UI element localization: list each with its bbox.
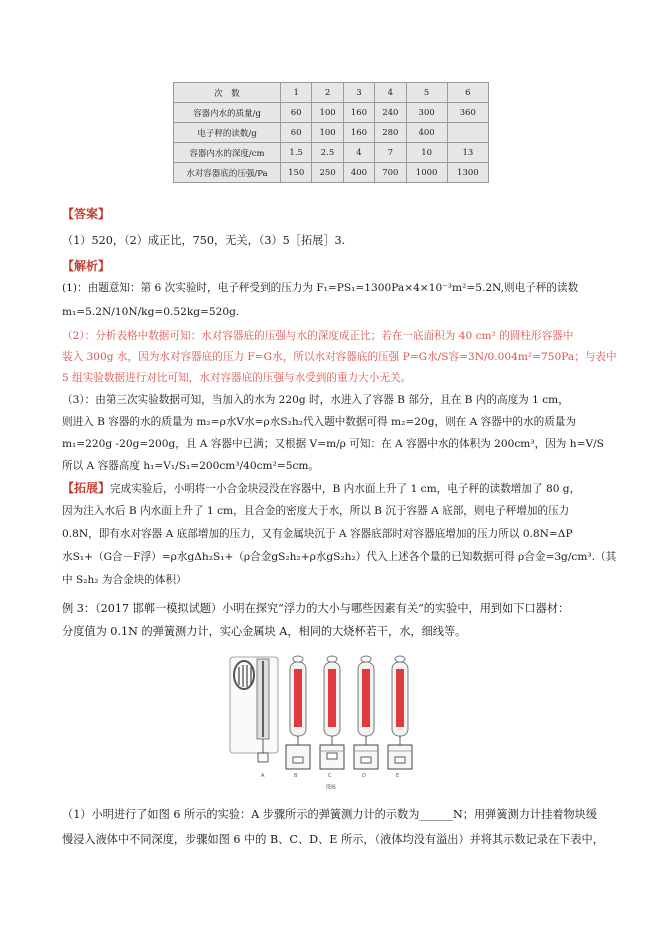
table-cell: 4: [375, 83, 406, 103]
analysis-line: 则进入 B 容器的水的质量为 m₂=ρ水V水=ρ水S₂h₂代入题中数据可得 m₂=20g，则在 A 容器中的水的质量为: [62, 416, 576, 428]
table-cell: 400: [406, 123, 447, 143]
table-cell: 13: [447, 143, 488, 163]
analysis-line-highlight: 装入 300g 水，因为水对容器底的压力 F=G水，所以水对容器底的压强 P=G水/S容=3N/0.004m²=750Pa；与表中: [62, 351, 617, 363]
analysis-line: (1)：由题意知：第 6 次实验时，电子秤受到的压力为 F₁=PS₁=1300Pa×4×10⁻³m²=5.2N,则电子秤的读数: [62, 282, 579, 294]
extension-line: 因为注入水后 B 内水面上升了 1 cm，且合金的密度大于水，所以 B 沉于容器 A 底部，则电子秤增加的压力: [62, 505, 570, 517]
table-cell: 6: [447, 83, 488, 103]
scale-c-illustration: [320, 656, 344, 769]
table-cell: 60: [281, 123, 312, 143]
extension-line: [62, 479, 622, 499]
table-cell: 4: [343, 143, 374, 163]
analysis-line: m₁=220g -20g=200g，且 A 容器中已满；又根据 V=m/ρ 可知：在 A 容器中水的体积为 200cm³，因为 h=V/S: [62, 438, 604, 450]
figure-label: E: [396, 773, 400, 779]
table-cell: 100: [312, 123, 343, 143]
table-row: [174, 143, 489, 163]
table-cell: 250: [312, 163, 343, 183]
table-cell: 1: [281, 83, 312, 103]
table-cell: 240: [375, 103, 406, 123]
table-cell: 1.5: [281, 143, 312, 163]
analysis-line: m₁=5.2N/10N/kg=0.52kg=520g.: [62, 306, 240, 318]
table-cell: 5: [406, 83, 447, 103]
answer-text: （1）520，（2）成正比，750，无关，（3）5［拓展］3.: [62, 234, 346, 247]
table-cell: 1300: [447, 163, 488, 183]
scale-d-illustration: [354, 656, 378, 769]
table-cell: [447, 123, 488, 143]
analysis-line-highlight: 5 组实验数据进行对比可知，水对容器底的压强与水受到的重力大小无关。: [62, 372, 412, 384]
answer-tag-label: 【答案】: [62, 207, 111, 221]
table-cell: 400: [343, 163, 374, 183]
figure-label: B: [294, 773, 298, 779]
scale-e-illustration: [388, 656, 412, 769]
question-line: （1）小明进行了如图 6 所示的实验：A 步骤所示的弹簧测力计的示数为______N；用弹簧测力计挂着物块缓: [62, 808, 598, 821]
spring-scale-figure: [228, 653, 438, 781]
extension-text: 完成实验后，小明将一小合金块浸没在容器中，B 内水面上升了 1 cm，电子秤的读数增加了 80 g，: [110, 483, 581, 495]
analysis-line: 所以 A 容器高度 h₁=V₁/S₁=200cm³/40cm²=5cm。: [62, 460, 320, 472]
table-cell: 2.5: [312, 143, 343, 163]
table-cell: 160: [343, 123, 374, 143]
table-cell: 容器内水的质量/g: [174, 103, 281, 123]
scale-b-illustration: [286, 656, 310, 769]
extension-line: 0.8N，即有水对容器 A 底部增加的压力，又有金属块沉于 A 容器底部时对容器底增加的压力所以 0.8N=ΔP: [62, 528, 573, 540]
table-cell: 360: [447, 103, 488, 123]
question-line: 慢浸入液体中不同深度，步骤如图 6 中的 B、C、D、E 所示，（液体均没有溢出）并将其示数记录在下表中，: [62, 833, 604, 846]
table-cell: 电子秤的读数/g: [174, 123, 281, 143]
table-cell: 水对容器底的压强/Pa: [174, 163, 281, 183]
table-cell: 3: [343, 83, 374, 103]
table-cell: 150: [281, 163, 312, 183]
table-cell: 300: [406, 103, 447, 123]
example-line: 分度值为 0.1N 的弹簧测力计，实心金属块 A，相同的大烧杯若干，水，细线等。: [62, 625, 467, 638]
table-header-row: [174, 83, 489, 103]
analysis-line-highlight: （2）：分析表格中数据可知：水对容器底的压强与水的深度成正比；若在一底面积为 40 cm² 的圆柱形容器中: [62, 330, 574, 342]
table-cell: 700: [375, 163, 406, 183]
table-cell: 100: [312, 103, 343, 123]
table-cell: 7: [375, 143, 406, 163]
table-cell: 次 数: [174, 83, 281, 103]
scale-a-illustration: [230, 657, 278, 762]
table-cell: 10: [406, 143, 447, 163]
table-cell: 160: [343, 103, 374, 123]
figure-label: A: [261, 773, 265, 779]
extension-line: 水S₁+（G合－F浮）=ρ水gΔh₂S₁+（ρ合金gS₂h₂+ρ水gS₂h₂）代入上述各个量的已知数据可得 ρ合金=3g/cm³.（其: [62, 551, 617, 563]
extension-tag-label: 【拓展】: [62, 481, 111, 495]
extension-line: 中 S₂h₂ 为合金块的体积）: [62, 574, 187, 586]
table-row: [174, 103, 489, 123]
analysis-line: （3）：由第三次实验数据可知，当加入的水为 220g 时，水进入了容器 B 部分，且在 B 内的高度为 1 cm，: [62, 394, 569, 406]
answer-tag: [62, 205, 622, 224]
table-cell: 280: [375, 123, 406, 143]
table-cell: 60: [281, 103, 312, 123]
analysis-tag-label: 【解析】: [62, 259, 111, 273]
table-cell: 容器内水的深度/cm: [174, 143, 281, 163]
analysis-tag: [62, 257, 622, 276]
figure-label: C: [328, 773, 332, 779]
figure-caption: 图6: [326, 784, 336, 791]
table-cell: 2: [312, 83, 343, 103]
example-line: 例 3：（2017 邯郸一模拟试题）小明在探究“浮力的大小与哪些因素有关”的实验中，用到如下口器材：: [62, 602, 570, 615]
table-row: [174, 163, 489, 183]
table-cell: 1000: [406, 163, 447, 183]
figure-label: D: [362, 773, 366, 779]
table-row: [174, 123, 489, 143]
experiment-data-table: [173, 82, 489, 183]
